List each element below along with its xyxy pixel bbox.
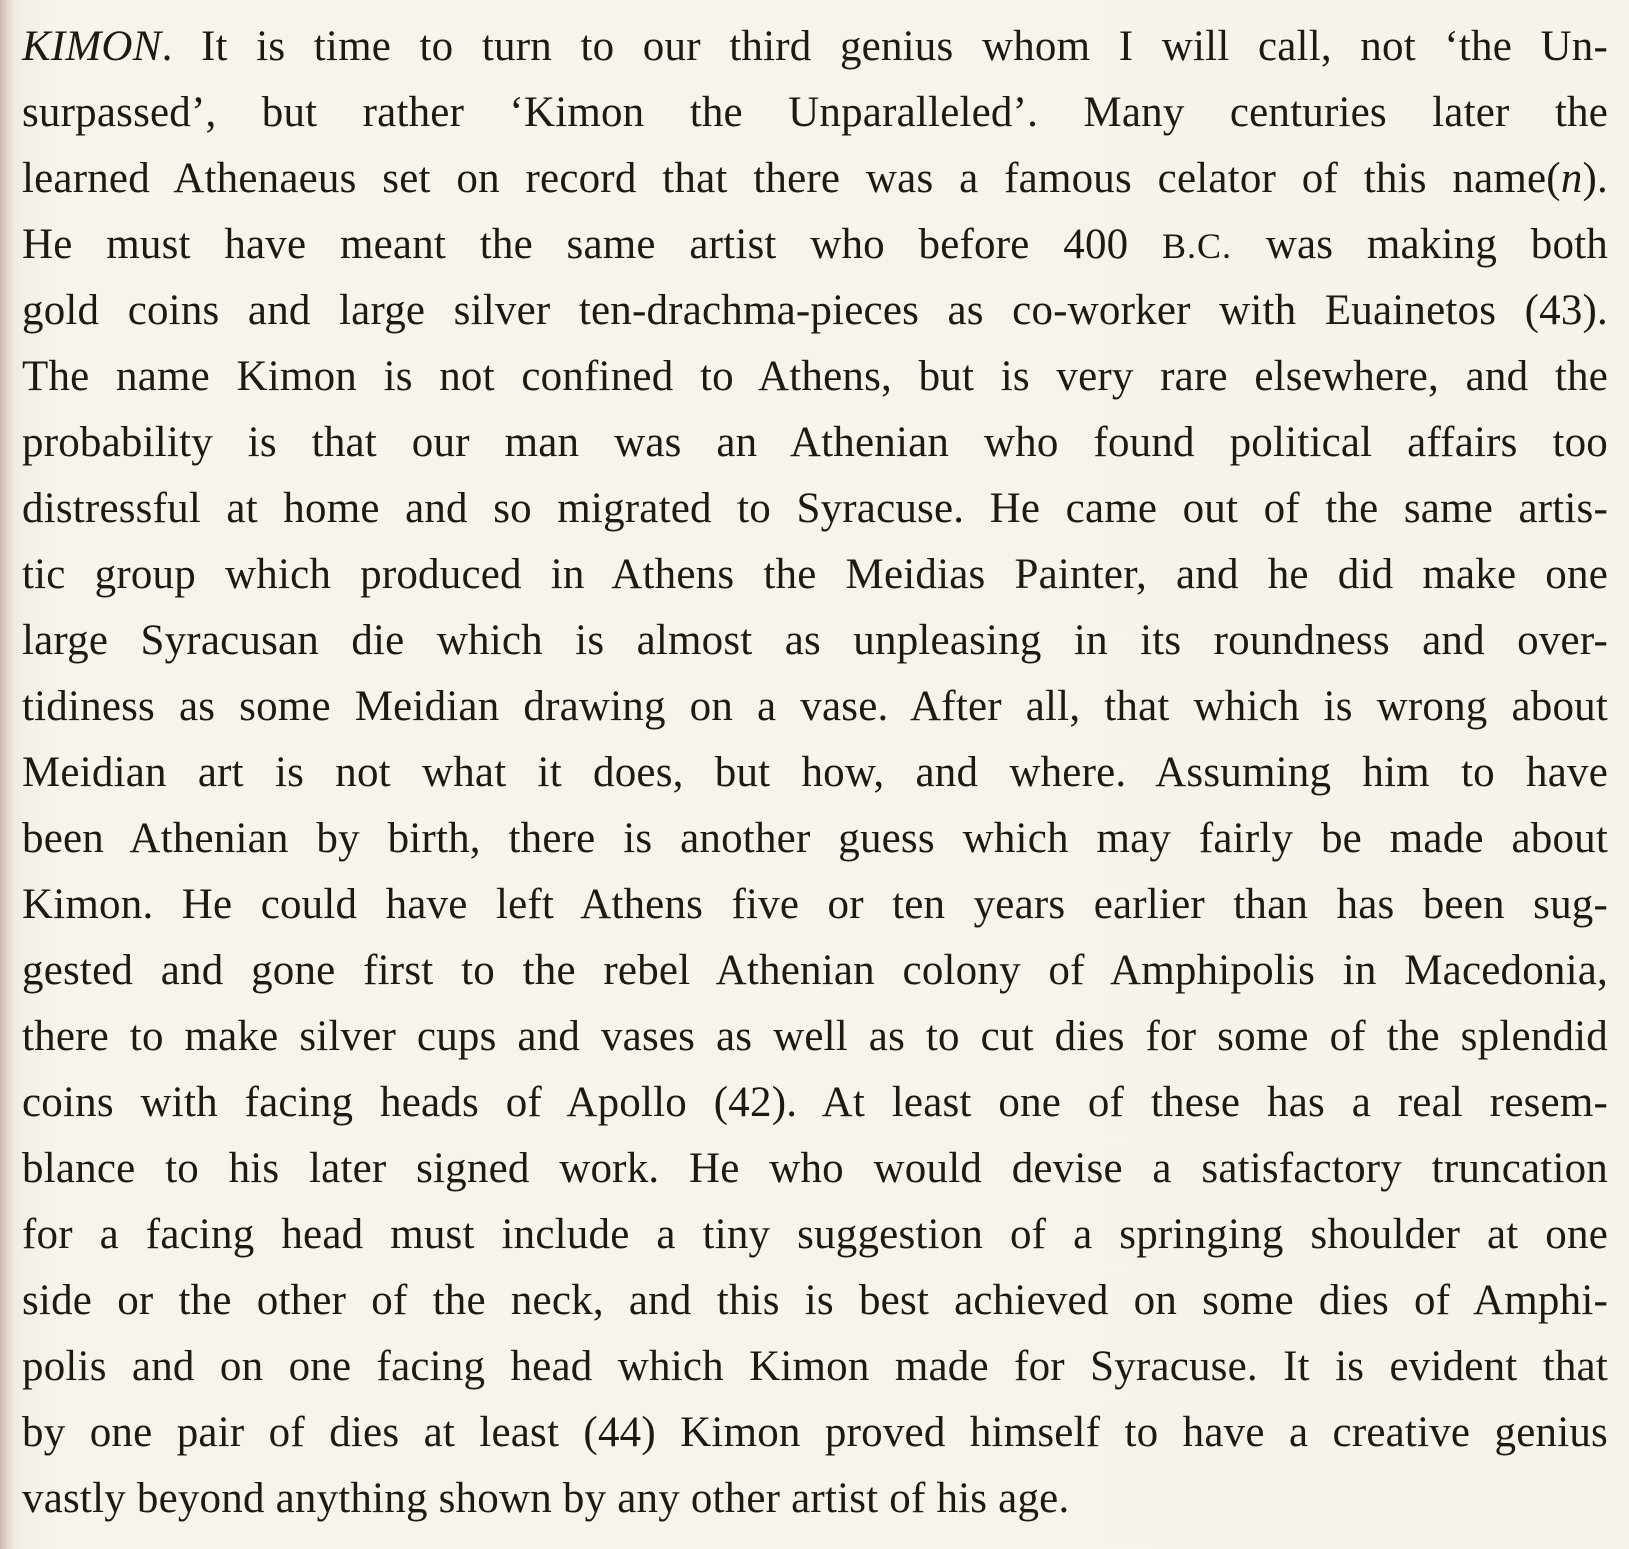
text-line-19: for a facing head must include a tiny suggestion of a springing shoulder at one <box>22 1211 1608 1258</box>
body-text <box>22 14 1608 1532</box>
text-line-1: KIMON. It is time to turn to our third genius whom I will call, not ‘the Un- <box>22 23 1608 70</box>
text-line-21: polis and on one facing head which Kimon made for Syracuse. It is evident that <box>22 1343 1608 1390</box>
text-line-17: coins with facing heads of Apollo (42). At least one of these has a real resem- <box>22 1079 1608 1126</box>
text-line-3: learned Athenaeus set on record that there was a famous celator of this name(n). <box>22 155 1608 202</box>
text-line-14: Kimon. He could have left Athens five or ten years earlier than has been sug- <box>22 881 1608 928</box>
footnote-ref: n <box>1560 155 1583 202</box>
text-line-15: gested and gone first to the rebel Athenian colony of Amphipolis in Macedonia, <box>22 947 1608 994</box>
text-line-13: been Athenian by birth, there is another guess which may fairly be made about <box>22 815 1608 862</box>
text-line-18: blance to his later signed work. He who would devise a satisfactory truncation <box>22 1145 1608 1192</box>
text-line-2: surpassed’, but rather ‘Kimon the Unparalleled’. Many centuries later the <box>22 89 1608 136</box>
text-line-8: distressful at home and so migrated to Syracuse. He came out of the same artis- <box>22 485 1608 532</box>
text-line-9: tic group which produced in Athens the Meidias Painter, and he did make one <box>22 551 1608 598</box>
page-gutter-shadow <box>0 0 14 1549</box>
text-line-6: The name Kimon is not confined to Athens, but is very rare elsewhere, and the <box>22 353 1608 400</box>
text-line-4: He must have meant the same artist who before 400 B.C. was making both <box>22 221 1608 268</box>
section-lead-name: KIMON <box>22 23 162 70</box>
text-line-22: by one pair of dies at least (44) Kimon proved himself to have a creative genius <box>22 1409 1608 1456</box>
era-abbreviation: B.C. <box>1162 226 1233 266</box>
text-line-5: gold coins and large silver ten-drachma-pieces as co-worker with Euainetos (43). <box>22 287 1608 334</box>
text-line-11: tidiness as some Meidian drawing on a vase. After all, that which is wrong about <box>22 683 1608 730</box>
text-line-20: side or the other of the neck, and this is best achieved on some dies of Amphi- <box>22 1277 1608 1324</box>
text-line-16: there to make silver cups and vases as well as to cut dies for some of the splendid <box>22 1013 1608 1060</box>
text-line-12: Meidian art is not what it does, but how, and where. Assuming him to have <box>22 749 1608 796</box>
text-line-23: vastly beyond anything shown by any other artist of his age. <box>22 1475 1070 1522</box>
text-line-7: probability is that our man was an Athenian who found political affairs too <box>22 419 1608 466</box>
text-line-10: large Syracusan die which is almost as unpleasing in its roundness and over- <box>22 617 1608 664</box>
